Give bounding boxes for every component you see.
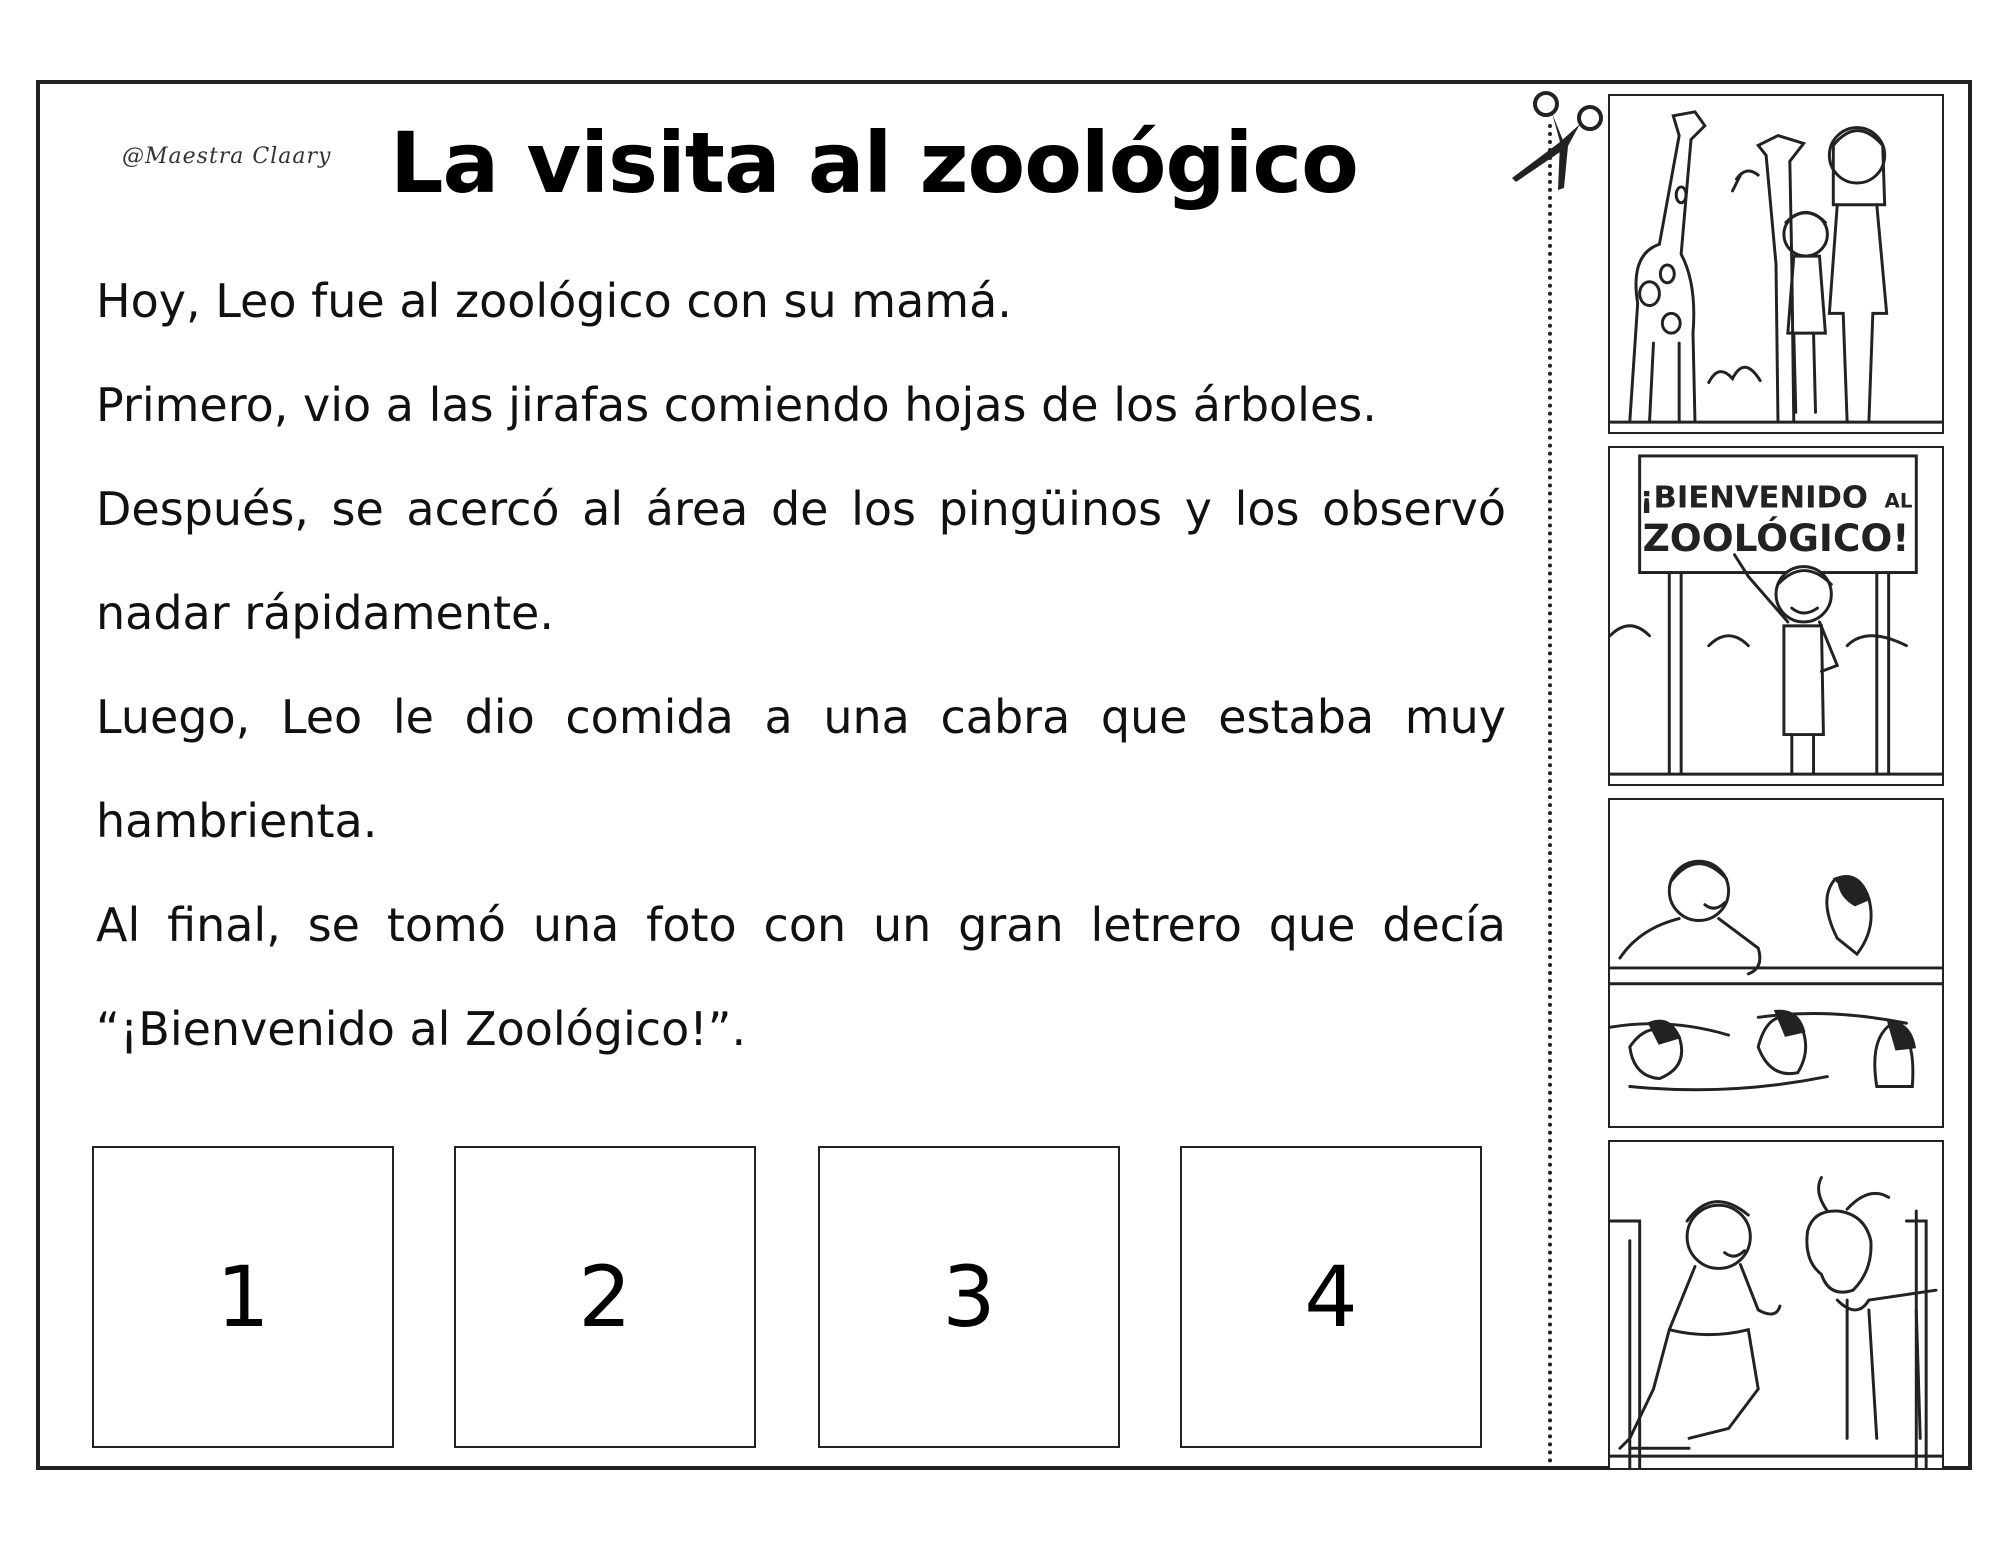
author-credit: @Maestra Claary [122,144,332,169]
cut-line [1548,124,1552,1464]
story-sentence-3: Después, se acercó al área de los pingüinos y los observó nadar rápidamente. [96,482,1506,640]
giraffes-illustration [1610,96,1942,432]
sign-line-2: ZOOLÓGICO! [1642,515,1910,560]
sequence-box-4[interactable]: 4 [1180,1146,1482,1448]
picture-card-giraffes[interactable] [1608,94,1944,434]
scissors-icon [1502,82,1612,192]
sequence-box-3[interactable]: 3 [818,1146,1120,1448]
story-text [96,249,1506,1081]
sequence-boxes [92,1146,1492,1450]
sign-line-1: ¡BIENVENIDO [1639,480,1868,516]
penguins-illustration [1610,800,1942,1126]
story-sentence-1: Hoy, Leo fue al zoológico con su mamá. [96,274,1012,328]
svg-text:¡BIENVENIDO AL [1640,480,1913,515]
page-title: La visita al zoológico [390,114,1358,212]
sign-line-1-small: AL [1884,489,1913,513]
sequence-box-1[interactable]: 1 [92,1146,394,1448]
story-sentence-4: Luego, Leo le dio comida a una cabra que estaba muy hambrienta. [96,690,1506,848]
sequence-box-2[interactable]: 2 [454,1146,756,1448]
picture-card-penguins[interactable] [1608,798,1944,1128]
worksheet [36,80,1972,1470]
story-sentence-5: Al final, se tomó una foto con un gran letrero que decía “¡Bienvenido al Zoológico!”. [96,898,1506,1056]
story-sentence-2: Primero, vio a las jirafas comiendo hojas de los árboles. [96,378,1377,432]
picture-card-welcome-sign[interactable] [1608,446,1944,786]
goat-illustration [1610,1142,1942,1468]
picture-card-goat[interactable] [1608,1140,1944,1470]
welcome-sign-illustration [1610,448,1942,784]
